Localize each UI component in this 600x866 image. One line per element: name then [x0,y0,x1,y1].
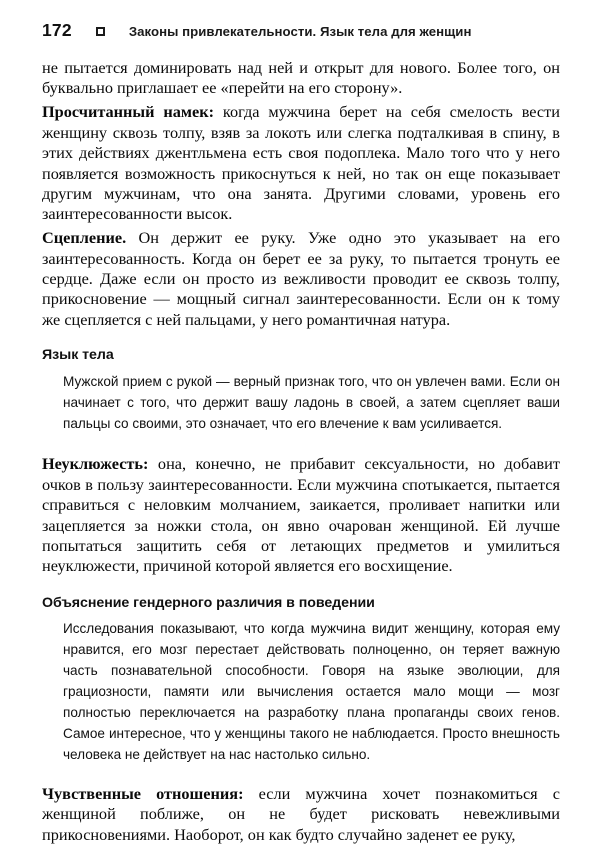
paragraph-awkwardness [42,454,560,576]
paragraph-intro: не пытается доминировать над ней и открыт для нового. Более того, он буквально приглашает ее «перейти на его сторону». [42,58,560,98]
callout-body-language: Мужской прием с рукой — верный признак того, что он увлечен вами. Если он начинает с того, что держит вашу ладонь в своей, а затем сцепляет ваши пальцы со своими, это означает, что его влечение к вам усиливается. [63,374,560,432]
text-column [42,58,560,845]
running-header-title: Законы привлекательности. Язык тела для женщин [128,23,472,39]
paragraph-awkwardness-text: она, конечно, не прибавит сексуальности, но добавит очков в пользу заинтересованности. Если мужчина спотыкается, пытается справиться с неловким молчанием, заикается, проливает напитки или зацепляется за ножки стола, он явно очарован женщиной. Ей лучше попытаться защитить себя от летающих предметов и умилиться неуклюжести, причиной которой является его восхищение. [42,454,560,576]
paragraph-calculated-hint-text: когда мужчина берет на себя смелость вести женщину сквозь толпу, взяв за локоть или слегка подталкивая в спину, в этих действиях джентльмена есть своя подоплека. Мало того что у него появляется возможность прикоснуться к ней, но так он еще показывает другим мужчинам, что она занята. Другими словами, уровень его заинтересованности высок. [42,102,560,224]
page-number: 172 [42,20,72,41]
paragraph-clutch [42,228,560,330]
heading-body-language: Язык тела [42,347,114,364]
paragraph-clutch-text: Он держит ее руку. Уже одно это указывает на его заинтересованность. Когда он берет ее за руку, то пытается тронуть ее сердце. Даже если он просто из вежливости проводит ее сквозь толпу, прикосновение — мощный сигнал заинтересованности. Если он к тому же сцепляется с ней пальцами, у него романтичная натура. [42,228,560,329]
square-outline-icon [96,27,105,36]
callout-gender-difference: Исследования показывают, что когда мужчина видит женщину, которая ему нравится, его мозг перестает действовать полноценно, он теряет важную часть познавательной способности. Говоря на языке эволюции, для грациозности, памяти или вычисления остается мало мощи — мозг полностью переключается на разработку плана пропаганды своих генов. Самое интересное, что у женщины такого не наблюдается. Просто внешность человека не действует на нас настолько сильно. [63,620,560,762]
lead-in-calculated-hint: Просчитанный намек: [42,102,215,122]
running-header [42,18,560,44]
lead-in-sensual-relations: Чувственные отношения: [42,783,244,803]
heading-gender-difference: Объяснение гендерного различия в поведении [42,594,375,611]
lead-in-awkwardness: Неуклюжесть: [42,454,149,474]
lead-in-clutch: Сцепление. [42,228,127,248]
paragraph-sensual-relations [42,784,560,845]
paragraph-calculated-hint [42,102,560,224]
paragraph-sensual-relations-text: если мужчина хочет познакомиться с женщиной поближе, он не будет рисковать невежливыми прикосновениями. Наоборот, он как будто случайно заденет ее руку, [42,783,560,844]
